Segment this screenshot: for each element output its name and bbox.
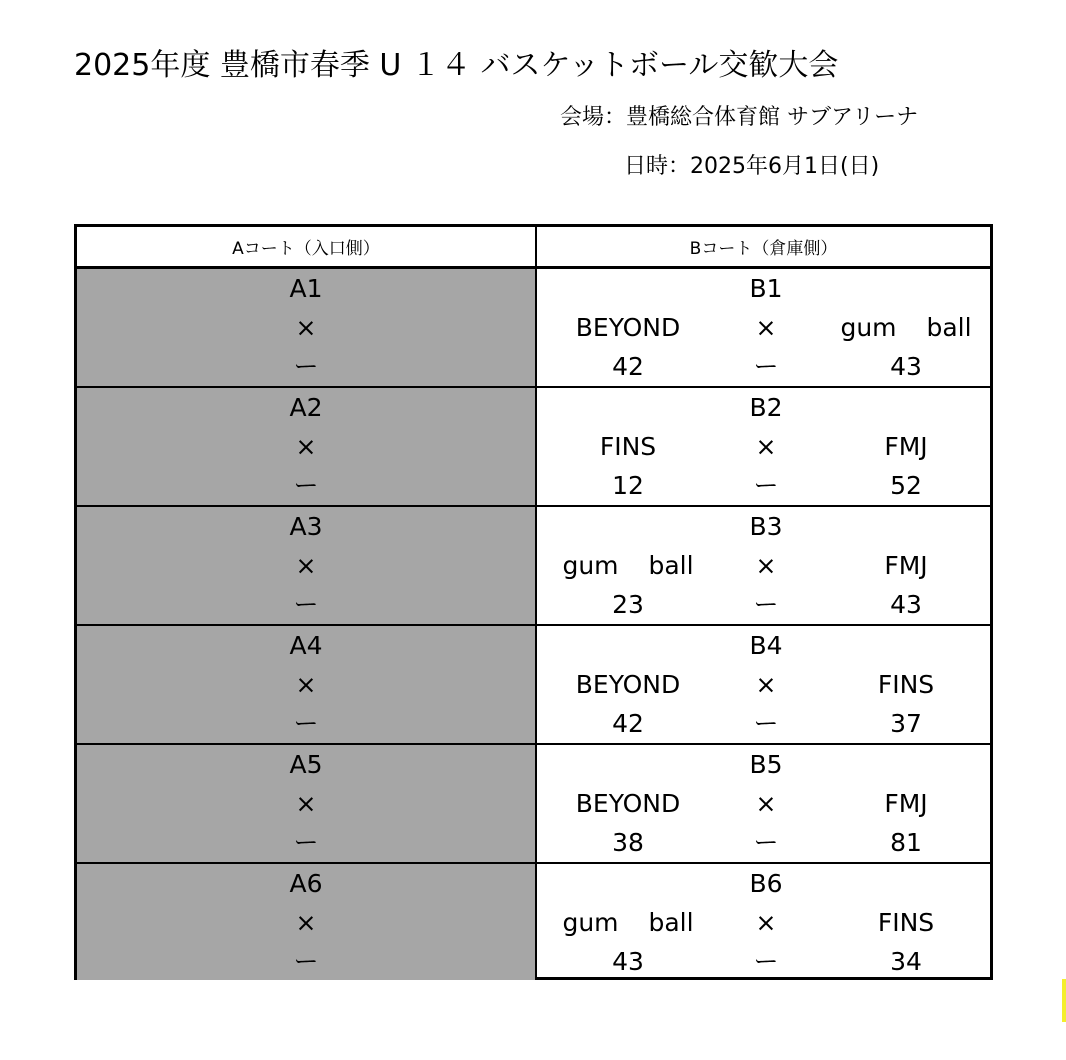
table-header: [77, 227, 990, 269]
game-label: B5: [749, 750, 783, 779]
court-a-cell: [77, 864, 537, 980]
team-right: FMJ: [884, 789, 928, 818]
edge-highlight-mark: [1062, 979, 1066, 1022]
team-right: gum ball: [840, 313, 972, 342]
vs-mark: ×: [755, 789, 777, 818]
score-dash: ー: [753, 947, 779, 976]
vs-mark: ×: [755, 432, 777, 461]
game-label: A3: [289, 512, 323, 541]
score-dash: ー: [293, 352, 319, 381]
court-b-header: Bコート（倉庫側）: [689, 239, 838, 259]
team-left: BEYOND: [575, 670, 681, 699]
schedule-table: [74, 224, 993, 980]
court-b-cell: [537, 269, 990, 386]
court-b-cell: [537, 864, 990, 980]
vs-mark: ×: [755, 551, 777, 580]
game-label: A6: [289, 869, 323, 898]
score-right: 37: [890, 709, 922, 738]
score-dash: ー: [293, 590, 319, 619]
game-row-2: [77, 388, 990, 507]
vs-mark: ×: [755, 313, 777, 342]
court-a-cell: [77, 507, 537, 624]
game-label: B4: [749, 631, 783, 660]
court-b-cell: [537, 745, 990, 862]
game-label: A1: [289, 274, 323, 303]
vs-mark: ×: [295, 670, 317, 699]
page-title: 2025年度 豊橋市春季 U １４ バスケットボール交歓大会: [74, 48, 839, 83]
vs-mark: ×: [295, 432, 317, 461]
game-row-5: [77, 745, 990, 864]
date-text: 日時：2025年6月1日(日): [624, 154, 880, 179]
game-row-3: [77, 507, 990, 626]
score-dash: ー: [753, 709, 779, 738]
score-left: 43: [612, 947, 644, 976]
game-label: B1: [749, 274, 783, 303]
court-a-cell: [77, 388, 537, 505]
score-dash: ー: [753, 590, 779, 619]
court-b-cell: [537, 626, 990, 743]
court-b-cell: [537, 507, 990, 624]
vs-mark: ×: [755, 908, 777, 937]
team-left: gum ball: [562, 908, 694, 937]
score-right: 43: [890, 352, 922, 381]
team-left: BEYOND: [575, 313, 681, 342]
score-dash: ー: [753, 352, 779, 381]
score-left: 38: [612, 828, 644, 857]
team-left: BEYOND: [575, 789, 681, 818]
score-left: 23: [612, 590, 644, 619]
team-right: FMJ: [884, 432, 928, 461]
game-row-6: [77, 864, 990, 980]
team-left: FINS: [599, 432, 657, 461]
court-a-cell: [77, 745, 537, 862]
score-dash: ー: [753, 828, 779, 857]
vs-mark: ×: [295, 789, 317, 818]
game-row-4: [77, 626, 990, 745]
score-dash: ー: [293, 947, 319, 976]
score-right: 81: [890, 828, 922, 857]
court-a-cell: [77, 269, 537, 386]
vs-mark: ×: [295, 551, 317, 580]
court-a-header: Aコート（入口側）: [77, 227, 537, 266]
game-label: B2: [749, 393, 783, 422]
team-right: FMJ: [884, 551, 928, 580]
score-right: 43: [890, 590, 922, 619]
game-label: A4: [289, 631, 323, 660]
team-right: FINS: [877, 908, 935, 937]
game-label: B3: [749, 512, 783, 541]
vs-mark: ×: [295, 313, 317, 342]
court-b-cell: [537, 388, 990, 505]
court-a-cell: [77, 626, 537, 743]
team-left: gum ball: [562, 551, 694, 580]
score-left: 12: [612, 471, 644, 500]
score-left: 42: [612, 352, 644, 381]
score-dash: ー: [293, 828, 319, 857]
game-row-1: [77, 269, 990, 388]
score-dash: ー: [293, 471, 319, 500]
venue-text: 会場：豊橋総合体育館 サブアリーナ: [560, 105, 919, 130]
game-label: A5: [289, 750, 323, 779]
score-right: 34: [890, 947, 922, 976]
team-right: FINS: [877, 670, 935, 699]
game-label: B6: [749, 869, 783, 898]
score-dash: ー: [753, 471, 779, 500]
score-dash: ー: [293, 709, 319, 738]
game-label: A2: [289, 393, 323, 422]
vs-mark: ×: [755, 670, 777, 699]
score-right: 52: [890, 471, 922, 500]
score-left: 42: [612, 709, 644, 738]
vs-mark: ×: [295, 908, 317, 937]
